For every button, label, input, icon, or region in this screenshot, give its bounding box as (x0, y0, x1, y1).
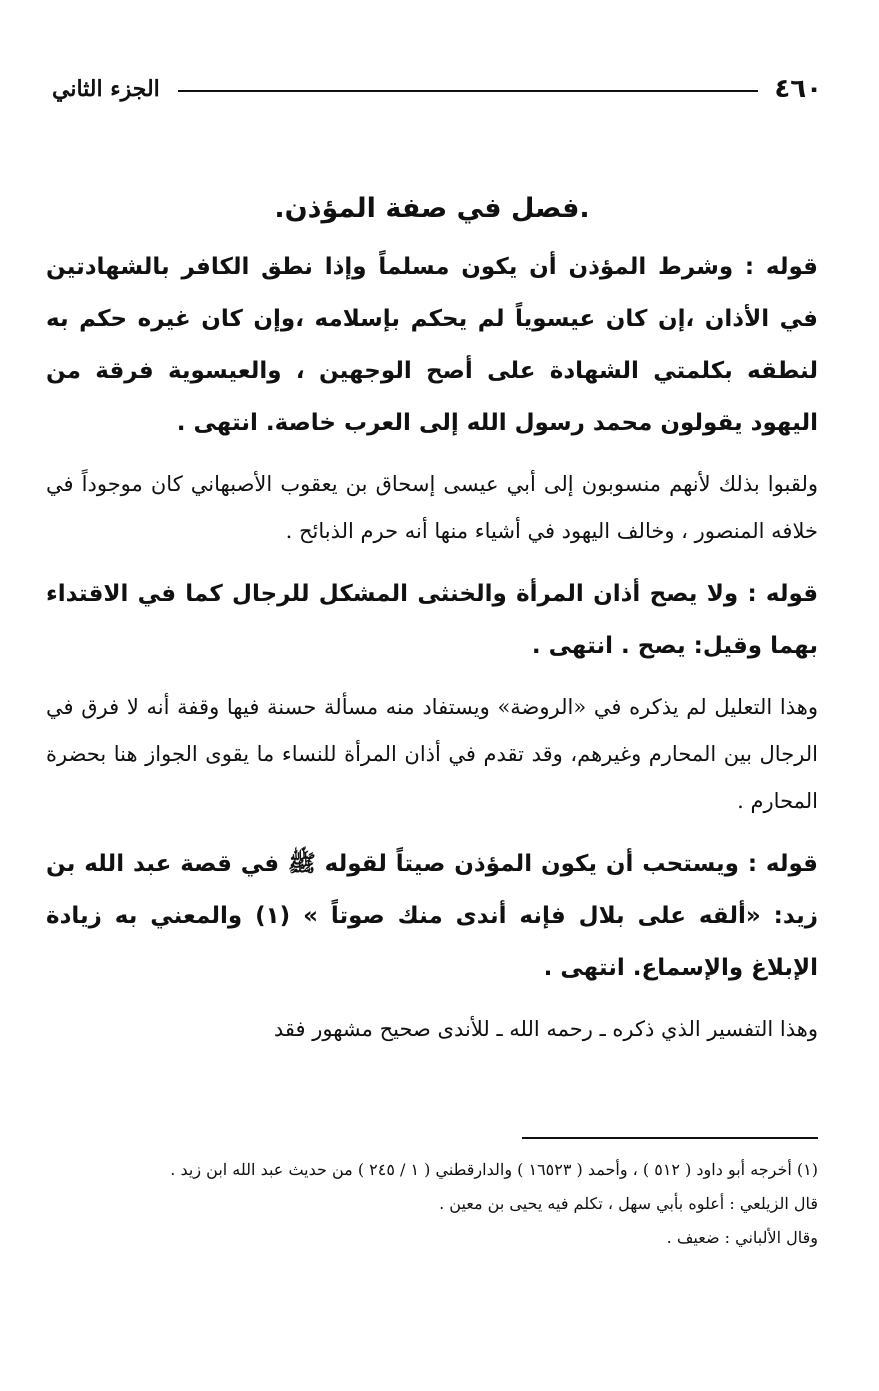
running-header (52, 64, 822, 114)
header-rule (178, 90, 759, 92)
quoted-paragraph: قوله : وشرط المؤذن أن يكون مسلماً وإذا نطق الكافر بالشهادتين في الأذان ،إن كان عيسوياً لم يحكم بإسلامه ،وإن كان غيره حكم به لنطقه بكلمتي الشهادة على أصح الوجهين ، والعيسوية فرقة من اليهود يقولون محمد رسول الله إلى العرب خاصة. انتهى . (46, 254, 818, 436)
commentary-paragraph: وهذا التفسير الذي ذكره ـ رحمه الله ـ للأندى صحيح مشهور فقد (273, 1017, 818, 1041)
quoted-paragraph: قوله : ولا يصح أذان المرأة والخنثى المشكل للرجال كما في الاقتداء بهما وقيل: يصح . انتهى . (46, 581, 818, 659)
footnote-1: (١) أخرجه أبو داود ( ٥١٢ ) ، وأحمد ( ١٦٥٢٣ ) والدارقطني ( ١ / ٢٤٥ ) من حديث عبد الله ابن زيد . (170, 1160, 818, 1179)
part-title: الجزء الثاني (52, 76, 160, 102)
commentary-paragraph: ولقبوا بذلك لأنهم منسوبون إلى أبي عيسى إسحاق بن يعقوب الأصبهاني كان موجوداً في خلافه المنصور ، وخالف اليهود في أشياء منها أنه حرم الذبائح . (46, 472, 818, 543)
footnote-rule (522, 1137, 818, 1139)
section-heading: .فصل في صفة المؤذن. (274, 193, 590, 224)
quoted-paragraph: قوله : ويستحب أن يكون المؤذن صيتاً لقوله ﷺ في قصة عبد الله بن زيد: «ألقه على بلال فإنه أندى منك صوتاً » (١) والمعني به زيادة الإبلاغ والإسماع. انتهى . (46, 851, 819, 981)
footnote-note-albani: وقال الألباني : ضعيف . (666, 1228, 818, 1247)
footnotes (46, 1137, 818, 1255)
footnote-note-zaylai: قال الزيلعي : أعلوه بأبي سهل ، تكلم فيه يحيى بن معين . (439, 1194, 818, 1213)
page-body (46, 185, 818, 1066)
page-number: ٤٦٠ (774, 74, 822, 104)
commentary-paragraph: وهذا التعليل لم يذكره في «الروضة» ويستفاد منه مسألة حسنة فيها وقفة أنه لا فرق في الرجال بين المحارم وغيرهم، وقد تقدم في أذان المرأة للنساء ما يقوى الجواز هنا بحضرة المحارم . (46, 695, 818, 813)
